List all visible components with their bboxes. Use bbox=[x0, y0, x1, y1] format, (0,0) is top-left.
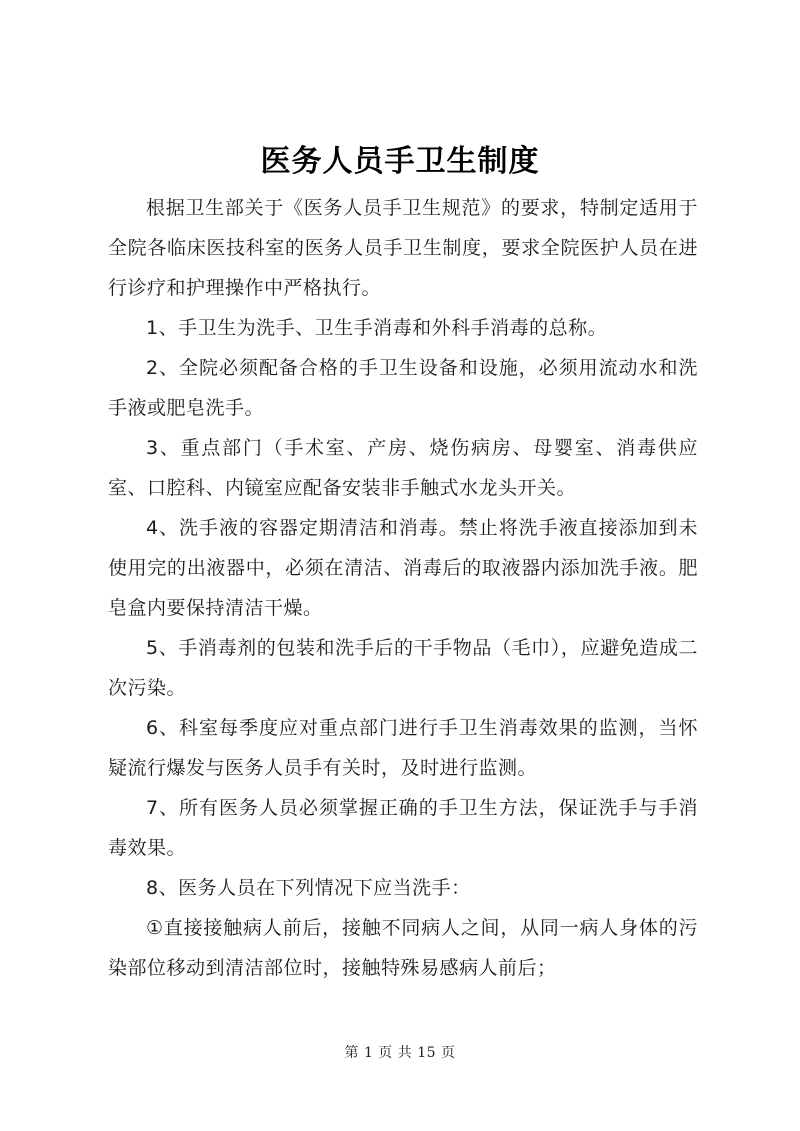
paragraph-intro: 根据卫生部关于《医务人员手卫生规范》的要求，特制定适用于全院各临床医技科室的医务人员手卫生制度，要求全院医护人员在进行诊疗和护理操作中严格执行。 bbox=[108, 197, 698, 299]
paragraph-subitem-1: ①直接接触病人前后，接触不同病人之间，从同一病人身体的污染部位移动到清洁部位时，接触特殊易感病人前后； bbox=[108, 917, 698, 979]
paragraph-item-3: 3、重点部门（手术室、产房、烧伤病房、母婴室、消毒供应室、口腔科、内镜室应配备安装非手触式水龙头开关。 bbox=[108, 437, 698, 499]
paragraph-item-8: 8、医务人员在下列情况下应当洗手： bbox=[146, 877, 471, 899]
paragraph-item-5: 5、手消毒剂的包装和洗手后的干手物品（毛巾），应避免造成二次污染。 bbox=[108, 637, 698, 699]
paragraph-item-2: 2、全院必须配备合格的手卫生设备和设施，必须用流动水和洗手液或肥皂洗手。 bbox=[108, 357, 698, 419]
page-footer: 第 1 页 共 15 页 bbox=[344, 1045, 456, 1061]
paragraph-item-6: 6、科室每季度应对重点部门进行手卫生消毒效果的监测，当怀疑流行爆发与医务人员手有关时，及时进行监测。 bbox=[108, 717, 698, 779]
paragraph-item-1: 1、手卫生为洗手、卫生手消毒和外科手消毒的总称。 bbox=[146, 317, 608, 339]
document-body bbox=[108, 188, 698, 988]
paragraph-item-7: 7、所有医务人员必须掌握正确的手卫生方法，保证洗手与手消毒效果。 bbox=[108, 797, 698, 859]
document-title: 医务人员手卫生制度 bbox=[260, 144, 540, 179]
paragraph-item-4: 4、洗手液的容器定期清洁和消毒。禁止将洗手液直接添加到未使用完的出液器中，必须在清洁、消毒后的取液器内添加洗手液。肥皂盒内要保持清洁干燥。 bbox=[108, 517, 698, 619]
